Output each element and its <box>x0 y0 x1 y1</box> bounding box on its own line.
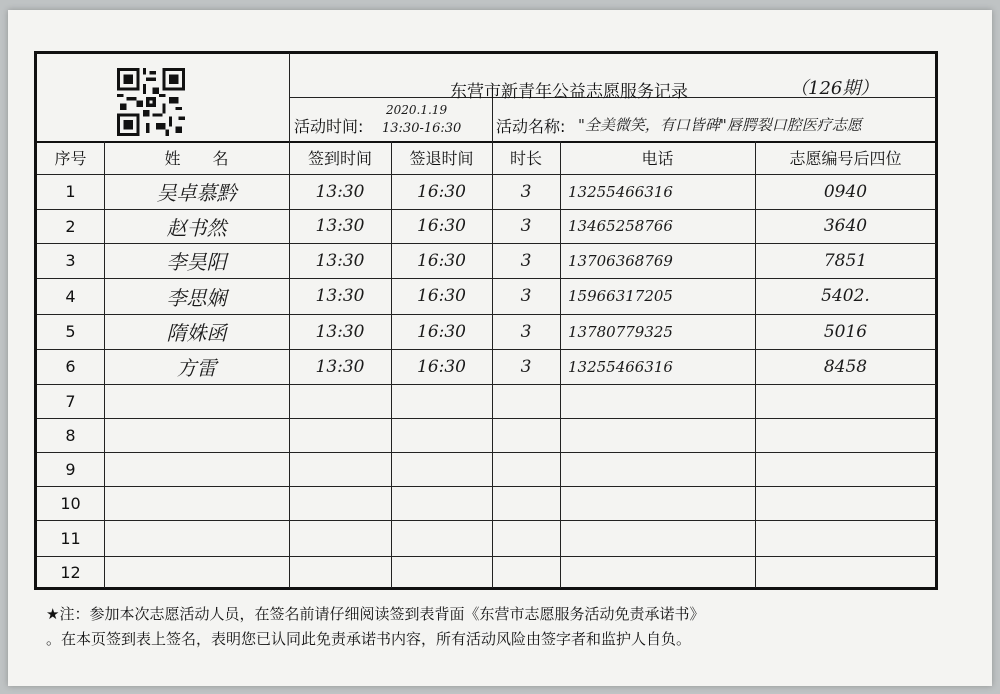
volunteer-name: 赵书然 <box>166 215 227 240</box>
phone-number: 13255466316 <box>568 182 673 201</box>
col-header-sign-in: 签到时间 <box>307 149 372 168</box>
volunteer-name <box>104 418 289 452</box>
volunteer-name <box>104 556 289 588</box>
volunteer-id-last4: 5402. <box>821 286 870 306</box>
phone-number <box>560 418 755 452</box>
row-number: 7 <box>65 391 76 411</box>
duration: 3 <box>520 321 532 342</box>
col-header-no: 序号 <box>54 149 87 168</box>
sign-out-time <box>391 384 492 418</box>
volunteer-id-last4 <box>755 486 936 520</box>
col-header-phone: 电话 <box>641 149 674 168</box>
duration: 3 <box>520 250 532 271</box>
sign-in-time <box>289 384 391 418</box>
footnote-line-1: ★注：参加本次志愿活动人员，在签名前请仔细阅读签到表背面《东营市志愿服务活动免责承诺书》 <box>46 605 705 623</box>
sign-out-time <box>391 452 492 486</box>
volunteer-name <box>104 452 289 486</box>
row-number: 12 <box>60 562 81 582</box>
activity-name: "全美微笑，有口皆碑"唇腭裂口腔医疗志愿 <box>578 116 862 134</box>
duration <box>492 486 560 520</box>
activity-name-label: 活动名称: <box>496 117 566 136</box>
volunteer-name: 方雷 <box>176 356 217 380</box>
phone-number <box>560 520 755 556</box>
row-number: 8 <box>65 425 76 445</box>
sign-in-time: 13:30 <box>315 356 365 377</box>
sign-out-time: 16:30 <box>417 321 466 342</box>
sign-out-time <box>391 418 492 452</box>
sign-in-time: 13:30 <box>315 181 365 202</box>
row-number: 5 <box>65 322 76 341</box>
volunteer-name <box>104 486 289 520</box>
volunteer-id-last4: 5016 <box>823 321 868 342</box>
volunteer-name <box>104 384 289 418</box>
duration: 3 <box>520 216 532 236</box>
phone-number <box>560 452 755 486</box>
volunteer-id-last4 <box>755 452 936 486</box>
volunteer-id-last4 <box>755 384 936 418</box>
sign-out-time: 16:30 <box>417 286 466 306</box>
duration <box>492 418 560 452</box>
volunteer-name: 隋姝函 <box>166 321 227 345</box>
activity-time-label: 活动时间: <box>294 117 364 136</box>
duration <box>492 452 560 486</box>
phone-number: 13255466316 <box>568 357 673 376</box>
duration <box>492 520 560 556</box>
phone-number <box>560 556 755 588</box>
volunteer-name: 吴卓慕黔 <box>156 181 237 205</box>
sign-out-time: 16:30 <box>417 216 466 236</box>
volunteer-id-last4 <box>755 520 936 556</box>
row-number: 2 <box>65 216 76 236</box>
phone-number <box>560 384 755 418</box>
row-number: 1 <box>65 182 76 201</box>
footnote <box>46 602 946 652</box>
col-header-duration: 时长 <box>509 149 542 168</box>
row-number: 10 <box>60 493 81 513</box>
footnote-line-2: 。在本页签到表上签名，表明您已认同此免责承诺书内容，所有活动风险由签字者和监护人自负。 <box>46 630 692 648</box>
sign-out-time <box>391 556 492 588</box>
form-title: 东营市新青年公益志愿服务记录 <box>450 82 688 102</box>
duration: 3 <box>520 181 532 202</box>
sign-in-time <box>289 486 391 520</box>
sign-out-time <box>391 520 492 556</box>
row-number: 6 <box>65 357 76 376</box>
sign-out-time: 16:30 <box>417 181 466 202</box>
sign-in-time <box>289 520 391 556</box>
volunteer-name: 李昊阳 <box>166 250 227 274</box>
phone-number <box>560 486 755 520</box>
duration: 3 <box>520 356 532 377</box>
sign-in-time: 13:30 <box>315 250 365 271</box>
sign-in-time <box>289 452 391 486</box>
volunteer-id-last4 <box>755 418 936 452</box>
duration <box>492 556 560 588</box>
volunteer-name: 李思娴 <box>166 285 227 310</box>
volunteer-id-last4: 0940 <box>823 181 868 202</box>
volunteer-id-last4: 3640 <box>823 216 868 236</box>
activity-time-range: 13:30-16:30 <box>382 121 462 136</box>
sign-out-time: 16:30 <box>417 250 466 271</box>
volunteer-id-last4: 7851 <box>823 250 868 271</box>
sign-out-time: 16:30 <box>417 356 466 377</box>
duration: 3 <box>520 286 532 306</box>
col-header-sign-out: 签退时间 <box>409 149 474 168</box>
sign-out-time <box>391 486 492 520</box>
col-header-volunteer-id: 志愿编号后四位 <box>789 149 902 168</box>
col-header-name: 姓 名 <box>164 149 229 168</box>
phone-number: 13465258766 <box>568 217 673 235</box>
qr-code-icon <box>117 68 185 136</box>
sign-in-time <box>289 556 391 588</box>
grid-line <box>492 97 493 141</box>
row-number: 11 <box>60 528 81 548</box>
phone-number: 13780779325 <box>568 322 673 341</box>
volunteer-id-last4: 8458 <box>823 356 868 377</box>
volunteer-name <box>104 520 289 556</box>
sign-in-time: 13:30 <box>315 216 365 236</box>
sign-in-time: 13:30 <box>315 321 365 342</box>
row-number: 4 <box>65 286 76 306</box>
row-number: 3 <box>65 251 76 270</box>
phone-number: 13706368769 <box>568 251 673 270</box>
activity-date: 2020.1.19 <box>386 103 448 117</box>
sign-in-time: 13:30 <box>315 286 365 306</box>
duration <box>492 384 560 418</box>
row-number: 9 <box>65 459 76 479</box>
volunteer-id-last4 <box>755 556 936 588</box>
session-count: （126期） <box>790 78 879 99</box>
phone-number: 15966317205 <box>568 287 673 305</box>
sign-in-time <box>289 418 391 452</box>
